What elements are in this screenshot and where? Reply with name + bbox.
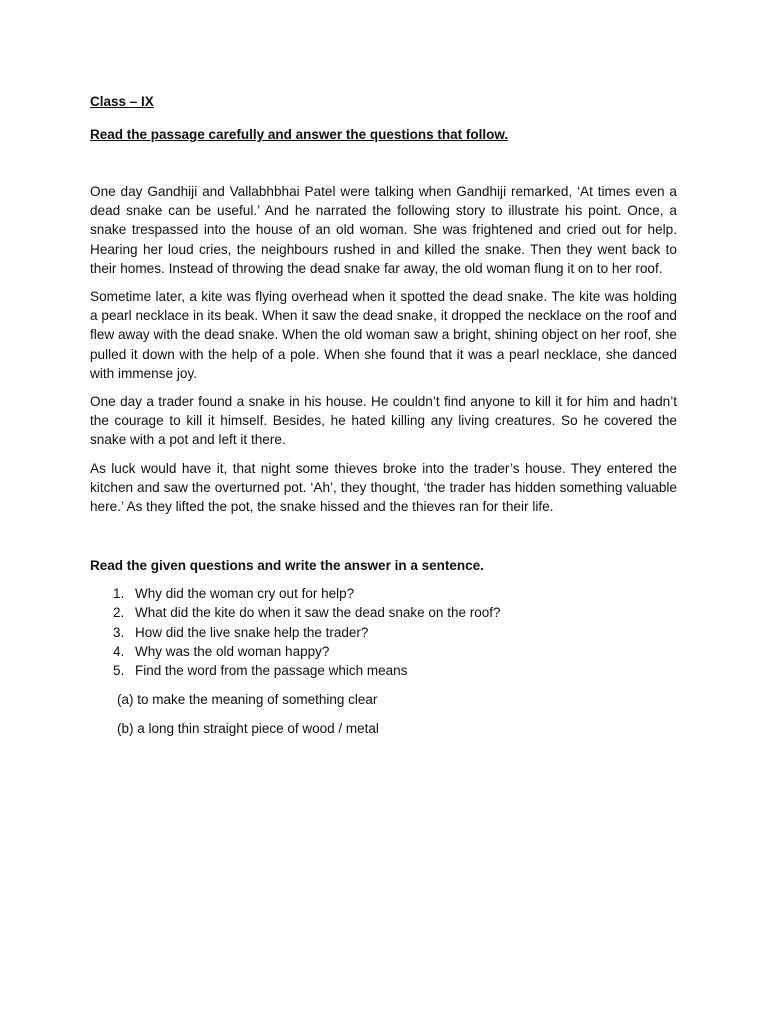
sub-question-list: [117, 690, 677, 738]
passage-paragraph: One day Gandhiji and Vallabhbhai Patel were talking when Gandhiji remarked, ‘At times even a dead snake can be useful.’ And he narrated the following story to illustrate his point. Once, a snake trespassed into the house of an old woman. She was frightened and cried out for help. Hearing her loud cries, the neighbours rushed in and killed the snake. Then they went back to their homes. Instead of throwing the dead snake far away, the old woman flung it on to her roof.: [90, 184, 677, 276]
question-item: [113, 642, 677, 661]
questions-heading: Read the given questions and write the answer in a sentence.: [90, 558, 484, 574]
question-text: Find the word from the passage which means: [135, 663, 408, 679]
question-item: [113, 623, 677, 642]
question-list: [90, 584, 677, 680]
question-number: 3.: [113, 624, 125, 640]
question-item: [113, 584, 677, 603]
reading-passage: [90, 182, 677, 516]
sub-question-item: (b) a long thin straight piece of wood / metal: [117, 721, 379, 737]
question-number: 4.: [113, 643, 125, 659]
sub-question-item: (a) to make the meaning of something clear: [117, 692, 378, 708]
question-number: 2.: [113, 605, 125, 621]
passage-paragraph: As luck would have it, that night some thieves broke into the trader’s house. They entered the kitchen and saw the overturned pot. ‘Ah’, they thought, ‘the trader has hidden something valuable here.’ As they lifted the pot, the snake hissed and the thieves ran for their life.: [90, 460, 677, 515]
passage-instruction: Read the passage carefully and answer the questions that follow.: [90, 127, 509, 142]
question-text: What did the kite do when it saw the dead snake on the roof?: [135, 605, 501, 621]
question-number: 1.: [113, 586, 125, 602]
class-label: Class – IX: [90, 94, 154, 109]
question-number: 5.: [113, 663, 125, 679]
passage-paragraph: Sometime later, a kite was flying overhead when it spotted the dead snake. The kite was holding a pearl necklace in its beak. When it saw the dead snake, it dropped the necklace on the roof and flew away with the dead snake. When the old woman saw a bright, shining object on her roof, she pulled it down with the help of a pole. When she found that it was a pearl necklace, she danced with immense joy.: [90, 289, 677, 381]
passage-paragraph: One day a trader found a snake in his house. He couldn’t find anyone to kill it for him and hadn’t the courage to kill it himself. Besides, he hated killing any living creatures. So he covered the snake with a pot and left it there.: [90, 394, 677, 448]
question-text: How did the live snake help the trader?: [135, 624, 369, 640]
question-item: [113, 661, 677, 680]
worksheet-page: [90, 92, 677, 748]
question-text: Why was the old woman happy?: [135, 643, 330, 659]
question-item: [113, 603, 677, 622]
question-text: Why did the woman cry out for help?: [135, 586, 355, 602]
